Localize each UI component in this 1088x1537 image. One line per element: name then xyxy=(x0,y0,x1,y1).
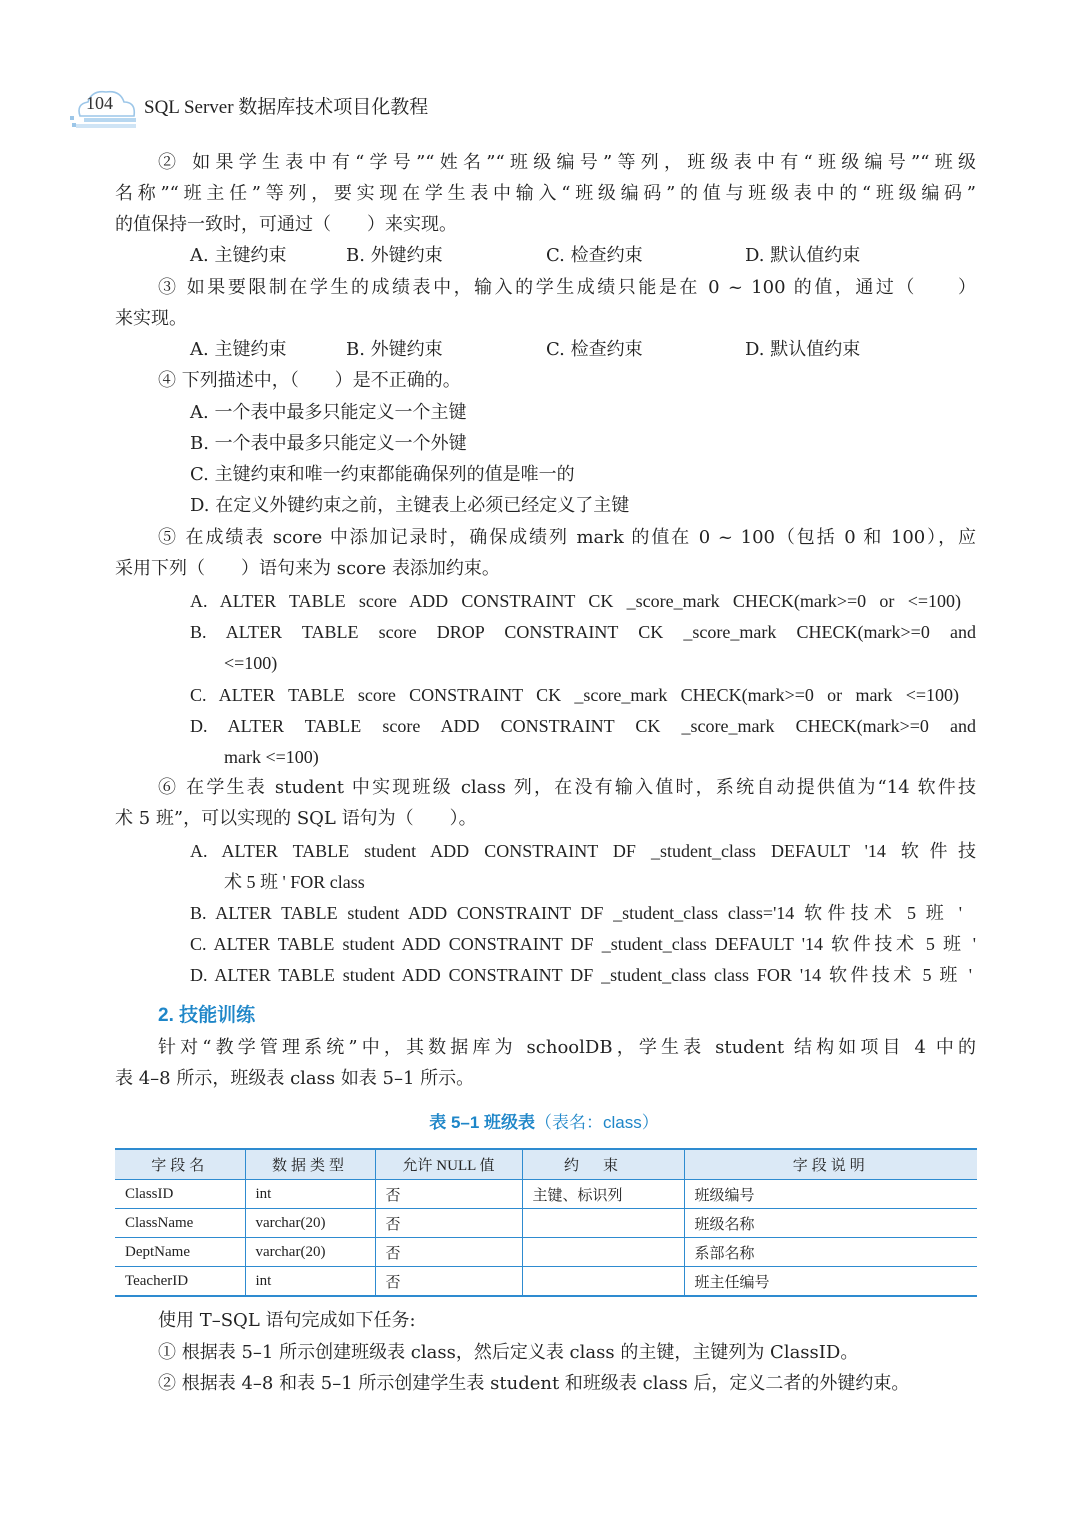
q4-option-d: D. 在定义外键约束之前，主键表上必须已经定义了主键 xyxy=(190,495,630,516)
table-cell: 主键、标识列 xyxy=(522,1180,684,1209)
table-cell: 班级编号 xyxy=(684,1180,977,1209)
q2-option-d: D. 默认值约束 xyxy=(745,245,861,266)
header-allow-null: 允许 NULL 值 xyxy=(375,1149,522,1180)
table-cell: ClassName xyxy=(115,1209,245,1238)
q5-option-d-cont: mark <=100) xyxy=(224,747,319,767)
table-header-row xyxy=(115,1149,977,1180)
tasks-intro: 使用 T–SQL 语句完成如下任务: xyxy=(158,1310,416,1331)
table-cell: TeacherID xyxy=(115,1267,245,1297)
page-header xyxy=(70,86,490,136)
table-row xyxy=(115,1180,977,1209)
q3-line-2: 来实现。 xyxy=(115,308,187,329)
q5-option-b: B. ALTER TABLE score DROP CONSTRAINT CK _score_mark CHECK(mark>=0 and xyxy=(190,622,976,642)
q6-option-a-cont: 术 5 班 ' FOR class xyxy=(224,872,365,892)
q2-option-b: B. 外键约束 xyxy=(346,245,443,266)
q5-option-c: C. ALTER TABLE score CONSTRAINT CK _score_mark CHECK(mark>=0 or mark <=100) xyxy=(190,685,959,705)
table-cell: varchar(20) xyxy=(245,1209,375,1238)
q3-option-a: A. 主键约束 xyxy=(190,339,287,360)
section-title: 2. 技能训练 xyxy=(158,1005,256,1026)
intro-line-2: 表 4–8 所示，班级表 class 如表 5–1 所示。 xyxy=(115,1068,475,1089)
q2-line-1: ② 如果学生表中有“学号”“姓名”“班级编号”等列，班级表中有“班级编号”“班级 xyxy=(158,152,976,173)
table-cell: 否 xyxy=(375,1180,522,1209)
q4-line-1: ④ 下列描述中，（ ）是不正确的。 xyxy=(158,370,461,391)
q6-line-1: ⑥ 在学生表 student 中实现班级 class 列，在没有输入值时，系统自动提供值为“14 软件技 xyxy=(158,777,976,798)
table-cell: ClassID xyxy=(115,1180,245,1209)
q3-option-d: D. 默认值约束 xyxy=(745,339,861,360)
q6-option-b: B. ALTER TABLE student ADD CONSTRAINT DF _student_class class='14 软件技术 5 班 ' xyxy=(190,903,962,923)
table-cell: 否 xyxy=(375,1267,522,1297)
intro-line-1: 针对“教学管理系统”中，其数据库为 schoolDB，学生表 student 结构如项目 4 中的 xyxy=(158,1037,976,1058)
q5-option-d: D. ALTER TABLE score ADD CONSTRAINT CK _score_mark CHECK(mark>=0 and xyxy=(190,716,976,736)
table-cell xyxy=(522,1209,684,1238)
q6-option-c: C. ALTER TABLE student ADD CONSTRAINT DF _student_class DEFAULT '14 软件技术 5 班 ' xyxy=(190,934,976,954)
q5-line-1: ⑤ 在成绩表 score 中添加记录时，确保成绩列 mark 的值在 0 ~ 100（包括 0 和 100），应 xyxy=(158,527,976,548)
q4-option-a: A. 一个表中最多只能定义一个主键 xyxy=(190,402,467,423)
task-item-1: ① 根据表 5–1 所示创建班级表 class，然后定义表 class 的主键，主键列为 ClassID。 xyxy=(158,1342,859,1363)
q5-option-a: A. ALTER TABLE score ADD CONSTRAINT CK _score_mark CHECK(mark>=0 or <=100) xyxy=(190,591,961,611)
header-data-type: 数据类型 xyxy=(245,1149,375,1180)
table-row xyxy=(115,1267,977,1297)
table-cell: int xyxy=(245,1267,375,1297)
table-caption xyxy=(0,1108,1088,1133)
table-row xyxy=(115,1238,977,1267)
page-number: 104 xyxy=(86,93,113,113)
q3-option-c: C. 检查约束 xyxy=(546,339,643,360)
class-table xyxy=(115,1148,977,1297)
table-cell xyxy=(522,1267,684,1297)
q6-option-d: D. ALTER TABLE student ADD CONSTRAINT DF _student_class class FOR '14 软件技术 5 班 ' xyxy=(190,965,972,985)
table-row xyxy=(115,1209,977,1238)
q2-line-3: 的值保持一致时，可通过（ ）来实现。 xyxy=(115,214,457,235)
q6-option-a: A. ALTER TABLE student ADD CONSTRAINT DF _student_class DEFAULT '14 软件技 xyxy=(190,841,976,861)
q5-line-2: 采用下列（ ）语句来为 score 表添加约束。 xyxy=(115,558,500,579)
table-cell: 班级名称 xyxy=(684,1209,977,1238)
book-title: SQL Server 数据库技术项目化教程 xyxy=(144,97,429,118)
q2-line-2: 名称”“班主任”等列，要实现在学生表中输入“班级编码”的值与班级表中的“班级编码” xyxy=(115,183,976,204)
q2-option-a: A. 主键约束 xyxy=(190,245,287,266)
table-cell: 否 xyxy=(375,1209,522,1238)
task-item-2: ② 根据表 4–8 和表 5–1 所示创建学生表 student 和班级表 class 后，定义二者的外键约束。 xyxy=(158,1373,910,1394)
q3-line-1: ③ 如果要限制在学生的成绩表中，输入的学生成绩只能是在 0 ~ 100 的值，通过（ ） xyxy=(158,277,976,298)
table-cell: 否 xyxy=(375,1238,522,1267)
table-cell: int xyxy=(245,1180,375,1209)
table-cell: DeptName xyxy=(115,1238,245,1267)
q3-option-b: B. 外键约束 xyxy=(346,339,443,360)
q2-option-c: C. 检查约束 xyxy=(546,245,643,266)
q6-line-2: 术 5 班”，可以实现的 SQL 语句为（ ）。 xyxy=(115,808,477,829)
q4-option-c: C. 主键约束和唯一约束都能确保列的值是唯一的 xyxy=(190,464,575,485)
header-description: 字段说明 xyxy=(684,1149,977,1180)
table-caption-sub: （表名：class） xyxy=(535,1113,659,1132)
table-cell: 系部名称 xyxy=(684,1238,977,1267)
table-cell: 班主任编号 xyxy=(684,1267,977,1297)
header-constraint: 约束 xyxy=(522,1149,684,1180)
table-cell xyxy=(522,1238,684,1267)
q4-option-b: B. 一个表中最多只能定义一个外键 xyxy=(190,433,467,454)
table-caption-main: 表 5–1 班级表 xyxy=(429,1113,536,1132)
q5-option-b-cont: <=100) xyxy=(224,653,278,673)
table-cell: varchar(20) xyxy=(245,1238,375,1267)
header-field-name: 字段名 xyxy=(115,1149,245,1180)
